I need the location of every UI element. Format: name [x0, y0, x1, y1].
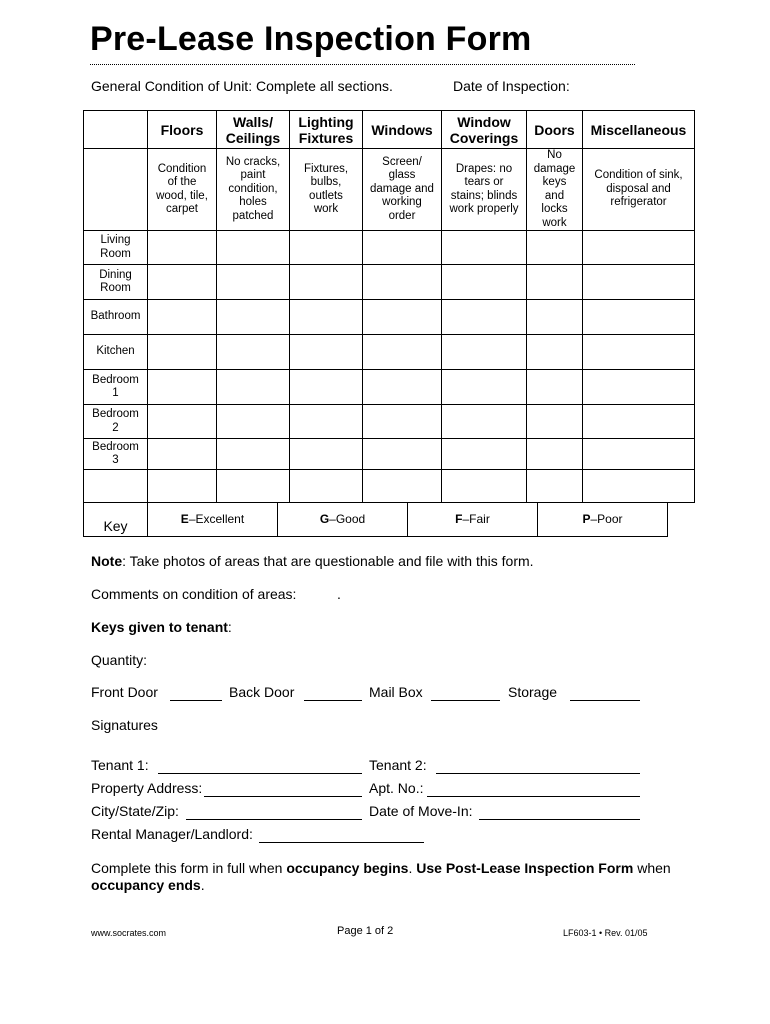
room-label-bedroom-2: Bedroom 2: [84, 405, 148, 439]
signatures-label: Signatures: [91, 717, 158, 733]
table-row: [84, 231, 695, 265]
col-head-windows: Windows: [363, 111, 442, 149]
desc-doors: No damage keys and locks work: [527, 149, 583, 231]
room-label-living-room: Living Room: [84, 231, 148, 265]
comments-label: Comments on condition of areas:: [91, 586, 297, 602]
cell[interactable]: [442, 405, 527, 439]
cell[interactable]: [527, 470, 583, 503]
desc-window-coverings: Drapes: no tears or stains; blinds work properly: [442, 149, 527, 231]
cell[interactable]: [442, 370, 527, 405]
date-of-inspection-label: Date of Inspection:: [453, 78, 570, 94]
desc-lighting: Fixtures, bulbs, outlets work: [290, 149, 363, 231]
cell[interactable]: [442, 335, 527, 370]
cell[interactable]: [583, 300, 695, 335]
tenant1-field[interactable]: [158, 759, 362, 774]
cell[interactable]: [363, 470, 442, 503]
cell[interactable]: [217, 265, 290, 300]
cell[interactable]: [290, 370, 363, 405]
cell[interactable]: [363, 231, 442, 265]
cell[interactable]: [148, 405, 217, 439]
cell[interactable]: [217, 470, 290, 503]
key-poor: P–Poor: [538, 503, 668, 537]
cell[interactable]: [290, 300, 363, 335]
col-head-floors: Floors: [148, 111, 217, 149]
completion-instructions: Complete this form in full when occupancy begins. Use Post-Lease Inspection Form when occupancy ends.: [91, 860, 671, 893]
table-row: [84, 439, 695, 470]
cell[interactable]: [148, 370, 217, 405]
property-address-field[interactable]: [204, 782, 362, 797]
cell[interactable]: [363, 405, 442, 439]
room-label-kitchen: Kitchen: [84, 335, 148, 370]
mail-box-label: Mail Box: [369, 684, 423, 700]
date-move-in-label: Date of Move-In:: [369, 803, 473, 819]
cell[interactable]: [527, 231, 583, 265]
corner-cell: [84, 111, 148, 149]
note-text: Note: Take photos of areas that are questionable and file with this form.: [91, 553, 534, 569]
inspection-table: [83, 110, 695, 503]
col-head-doors: Doors: [527, 111, 583, 149]
cell[interactable]: [583, 439, 695, 470]
key-table: [83, 502, 668, 537]
cell[interactable]: [583, 231, 695, 265]
cell[interactable]: [290, 439, 363, 470]
storage-field[interactable]: [570, 686, 640, 701]
desc-walls-ceilings: No cracks, paint condition, holes patched: [217, 149, 290, 231]
room-label-blank[interactable]: [84, 470, 148, 503]
cell[interactable]: [363, 300, 442, 335]
table-row: [84, 405, 695, 439]
general-condition-text: General Condition of Unit: Complete all sections.: [91, 78, 393, 94]
col-head-miscellaneous: Miscellaneous: [583, 111, 695, 149]
key-label: Key: [84, 503, 148, 537]
apt-no-label: Apt. No.:: [369, 780, 424, 796]
desc-corner-cell: [84, 149, 148, 231]
mail-box-field[interactable]: [431, 686, 500, 701]
cell[interactable]: [217, 405, 290, 439]
room-label-bathroom: Bathroom: [84, 300, 148, 335]
table-row: [84, 470, 695, 503]
rental-manager-field[interactable]: [259, 828, 424, 843]
apt-no-field[interactable]: [427, 782, 640, 797]
header-row: [84, 111, 695, 149]
cell[interactable]: [527, 265, 583, 300]
key-excellent: E–Excellent: [148, 503, 278, 537]
cell[interactable]: [363, 439, 442, 470]
storage-label: Storage: [508, 684, 558, 700]
cell[interactable]: [527, 370, 583, 405]
room-label-bedroom-1: Bedroom 1: [84, 370, 148, 405]
room-label-bedroom-3: Bedroom 3: [84, 439, 148, 470]
col-head-window-coverings: Window Coverings: [442, 111, 527, 149]
cell[interactable]: [527, 439, 583, 470]
room-label-dining-room: Dining Room: [84, 265, 148, 300]
table-row: [84, 370, 695, 405]
property-address-label: Property Address:: [91, 780, 203, 796]
cell[interactable]: [148, 335, 217, 370]
cell[interactable]: [148, 231, 217, 265]
cell[interactable]: [527, 300, 583, 335]
date-move-in-field[interactable]: [479, 805, 640, 820]
cell[interactable]: [217, 439, 290, 470]
quantity-label: Quantity:: [91, 652, 148, 668]
page-title: Pre-Lease Inspection Form: [90, 20, 532, 58]
key-fair: F–Fair: [408, 503, 538, 537]
cell[interactable]: [583, 370, 695, 405]
back-door-field[interactable]: [304, 686, 362, 701]
city-state-zip-label: City/State/Zip:: [91, 803, 179, 819]
footer-page-number: Page 1 of 2: [337, 925, 394, 937]
table-row: [84, 300, 695, 335]
cell[interactable]: [290, 231, 363, 265]
cell[interactable]: [442, 231, 527, 265]
cell[interactable]: [290, 405, 363, 439]
title-divider: [90, 64, 635, 65]
cell[interactable]: [583, 405, 695, 439]
footer-form-code: LF603-1 • Rev. 01/05: [563, 928, 648, 938]
col-head-lighting: Lighting Fixtures: [290, 111, 363, 149]
cell[interactable]: [583, 470, 695, 503]
cell[interactable]: [442, 439, 527, 470]
cell[interactable]: [290, 470, 363, 503]
cell[interactable]: [363, 370, 442, 405]
cell[interactable]: [217, 335, 290, 370]
tenant2-field[interactable]: [436, 759, 640, 774]
cell[interactable]: [217, 300, 290, 335]
rental-manager-label: Rental Manager/Landlord:: [91, 826, 253, 842]
table-row: [84, 335, 695, 370]
footer-website: www.socrates.com: [91, 928, 167, 938]
front-door-label: Front Door: [91, 684, 158, 700]
cell[interactable]: [148, 439, 217, 470]
description-row: [84, 149, 695, 231]
back-door-label: Back Door: [229, 684, 295, 700]
comments-dot: .: [337, 586, 341, 602]
cell[interactable]: [442, 470, 527, 503]
desc-windows: Screen/ glass damage and working order: [363, 149, 442, 231]
city-state-zip-field[interactable]: [186, 805, 362, 820]
cell[interactable]: [363, 335, 442, 370]
cell[interactable]: [442, 265, 527, 300]
cell[interactable]: [527, 335, 583, 370]
cell[interactable]: [148, 470, 217, 503]
key-good: G–Good: [278, 503, 408, 537]
cell[interactable]: [217, 370, 290, 405]
cell[interactable]: [217, 231, 290, 265]
cell[interactable]: [290, 265, 363, 300]
col-head-walls-ceilings: Walls/ Ceilings: [217, 111, 290, 149]
cell[interactable]: [583, 265, 695, 300]
cell[interactable]: [363, 265, 442, 300]
desc-miscellaneous: Condition of sink, disposal and refrigerator: [583, 149, 695, 231]
cell[interactable]: [583, 335, 695, 370]
front-door-field[interactable]: [170, 686, 222, 701]
cell[interactable]: [148, 265, 217, 300]
tenant1-label: Tenant 1:: [91, 757, 149, 773]
table-row: [84, 265, 695, 300]
keys-given-heading: Keys given to tenant:: [91, 619, 232, 635]
cell[interactable]: [442, 300, 527, 335]
desc-floors: Condition of the wood, tile, carpet: [148, 149, 217, 231]
cell[interactable]: [148, 300, 217, 335]
tenant2-label: Tenant 2:: [369, 757, 427, 773]
cell[interactable]: [290, 335, 363, 370]
cell[interactable]: [527, 405, 583, 439]
